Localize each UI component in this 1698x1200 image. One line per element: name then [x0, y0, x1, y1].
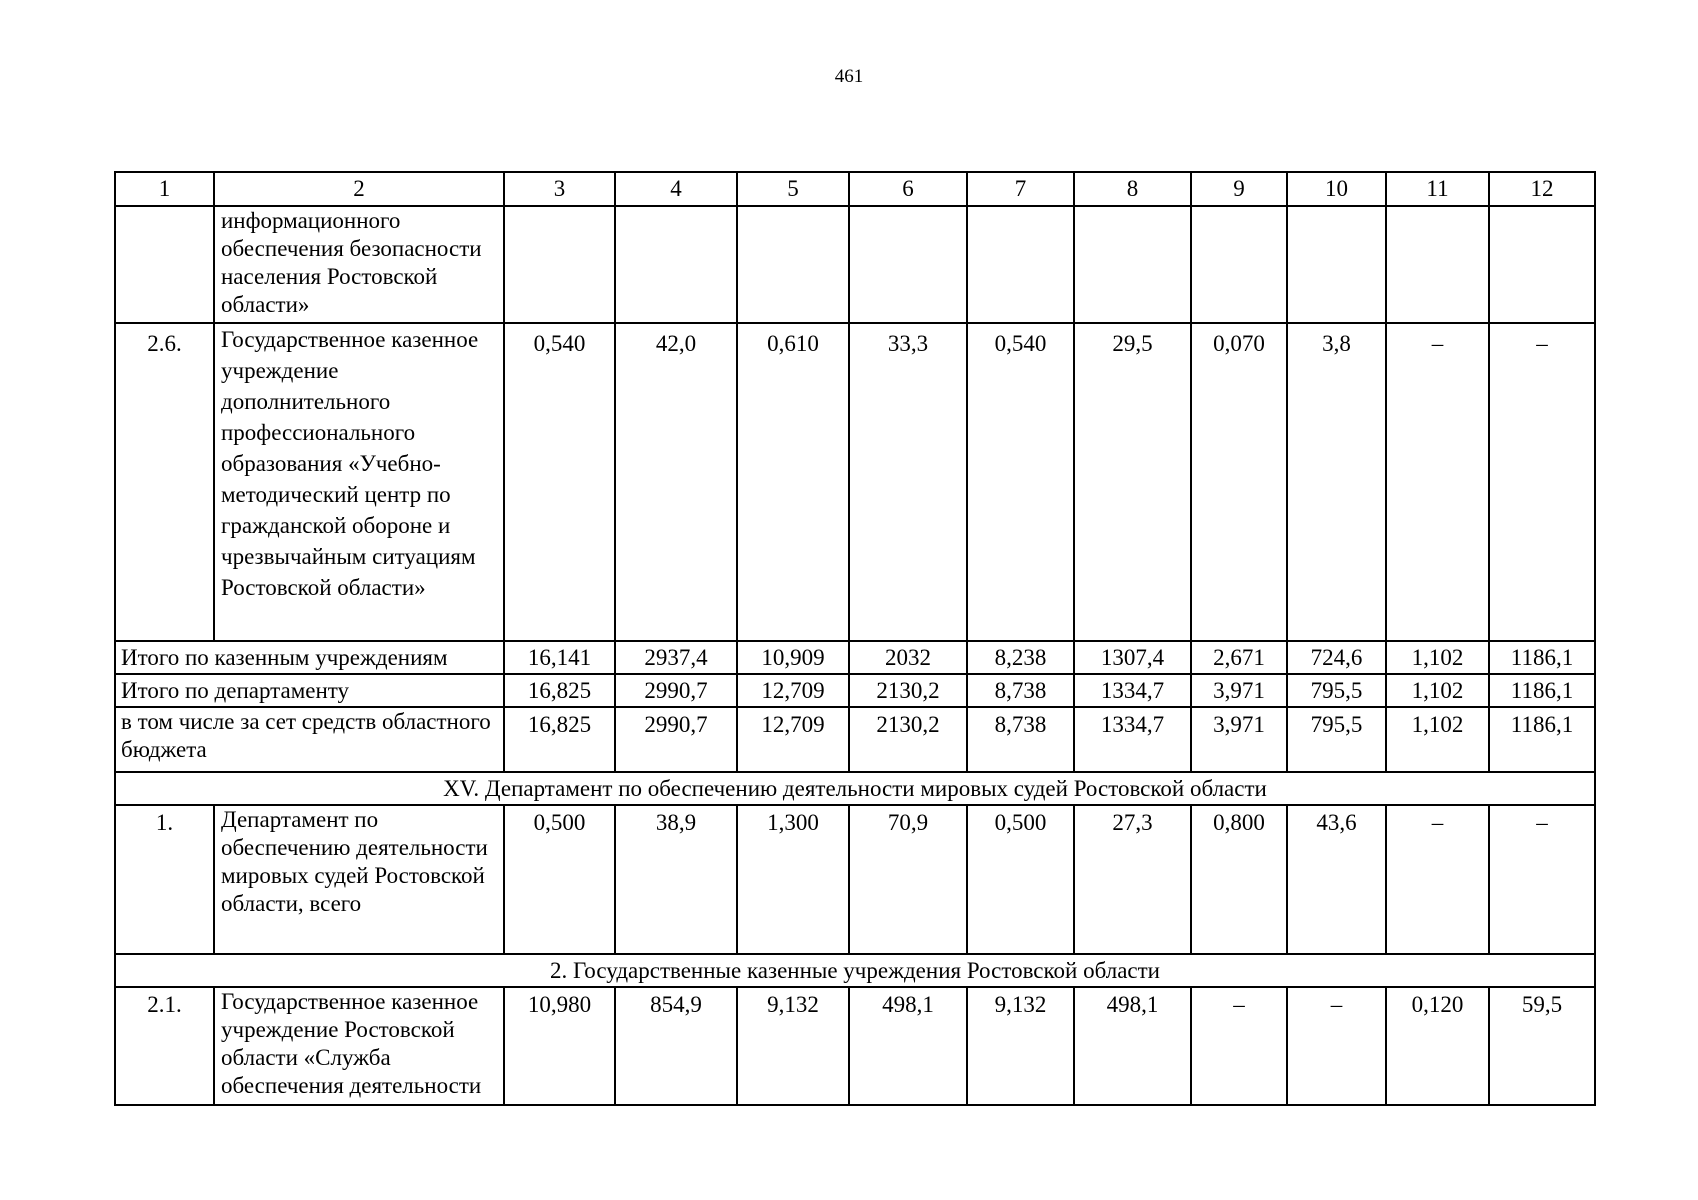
row-name-cell: Государственное казенное учреждение дополнительного профессионального образования «Учебно-методический центр по гражданской обороне и чрезвычайным ситуациям Ростовской области»: [214, 323, 504, 641]
value-cell: 1334,7: [1074, 707, 1191, 772]
value-cell: 795,5: [1287, 674, 1386, 707]
value-cell: 2032: [849, 641, 967, 674]
value-cell: 1186,1: [1489, 674, 1595, 707]
value-cell: 27,3: [1074, 805, 1191, 954]
value-cell: [967, 206, 1074, 323]
column-header: 7: [967, 172, 1074, 206]
section-row-2: [115, 954, 1595, 987]
value-cell: 1334,7: [1074, 674, 1191, 707]
value-cell: 498,1: [1074, 987, 1191, 1105]
total-label-cell: Итого по казенным учреждениям: [115, 641, 504, 674]
value-cell: 2990,7: [615, 674, 737, 707]
value-cell: [1074, 206, 1191, 323]
section-title: XV. Департамент по обеспечению деятельности мировых судей Ростовской области: [115, 772, 1595, 805]
value-cell: 70,9: [849, 805, 967, 954]
value-cell: 0,540: [967, 323, 1074, 641]
value-cell: 0,500: [967, 805, 1074, 954]
total-label-cell: Итого по департаменту: [115, 674, 504, 707]
row-name-cell: Департамент по обеспечению деятельности мировых судей Ростовской области, всего: [214, 805, 504, 954]
value-cell: 8,738: [967, 674, 1074, 707]
value-cell: 2130,2: [849, 674, 967, 707]
value-cell: 1,102: [1386, 707, 1489, 772]
value-cell: 1307,4: [1074, 641, 1191, 674]
section-title: 2. Государственные казенные учреждения Ростовской области: [115, 954, 1595, 987]
column-header: 4: [615, 172, 737, 206]
value-cell: 0,800: [1191, 805, 1287, 954]
table-row-total-regional-budget: [115, 707, 1595, 772]
table-row-total-institutions: [115, 641, 1595, 674]
value-cell: –: [1287, 987, 1386, 1105]
column-header: 2: [214, 172, 504, 206]
value-cell: 12,709: [737, 707, 849, 772]
total-label-cell: в том числе за сет средств областного бюджета: [115, 707, 504, 772]
value-cell: 1,102: [1386, 641, 1489, 674]
value-cell: 0,500: [504, 805, 615, 954]
column-header: 5: [737, 172, 849, 206]
row-name-cell: информационного обеспечения безопасности населения Ростовской области»: [214, 206, 504, 323]
section-row-xv: [115, 772, 1595, 805]
value-cell: –: [1489, 323, 1595, 641]
value-cell: 38,9: [615, 805, 737, 954]
column-header: 11: [1386, 172, 1489, 206]
column-header: 9: [1191, 172, 1287, 206]
value-cell: 29,5: [1074, 323, 1191, 641]
value-cell: 3,8: [1287, 323, 1386, 641]
value-cell: –: [1386, 805, 1489, 954]
column-header-row: [115, 172, 1595, 206]
row-number-cell: [115, 206, 214, 323]
column-header: 6: [849, 172, 967, 206]
value-cell: 1,300: [737, 805, 849, 954]
value-cell: 3,971: [1191, 674, 1287, 707]
value-cell: –: [1191, 987, 1287, 1105]
table-row-2-6: [115, 323, 1595, 641]
value-cell: 8,738: [967, 707, 1074, 772]
value-cell: 8,238: [967, 641, 1074, 674]
value-cell: 3,971: [1191, 707, 1287, 772]
column-header: 3: [504, 172, 615, 206]
table-row-total-department: [115, 674, 1595, 707]
table-row-1: [115, 805, 1595, 954]
value-cell: 16,825: [504, 707, 615, 772]
value-cell: 1186,1: [1489, 707, 1595, 772]
row-number-cell: 2.1.: [115, 987, 214, 1105]
column-header: 10: [1287, 172, 1386, 206]
value-cell: 42,0: [615, 323, 737, 641]
value-cell: 16,141: [504, 641, 615, 674]
value-cell: [1191, 206, 1287, 323]
value-cell: [1287, 206, 1386, 323]
column-header: 1: [115, 172, 214, 206]
value-cell: 0,070: [1191, 323, 1287, 641]
row-number-cell: 1.: [115, 805, 214, 954]
value-cell: 2130,2: [849, 707, 967, 772]
row-number-cell: 2.6.: [115, 323, 214, 641]
value-cell: [1386, 206, 1489, 323]
value-cell: [849, 206, 967, 323]
value-cell: 854,9: [615, 987, 737, 1105]
value-cell: 10,980: [504, 987, 615, 1105]
column-header: 8: [1074, 172, 1191, 206]
table-row-2-1: [115, 987, 1595, 1105]
value-cell: 0,610: [737, 323, 849, 641]
value-cell: 10,909: [737, 641, 849, 674]
budget-table: [114, 171, 1596, 1106]
value-cell: 0,540: [504, 323, 615, 641]
value-cell: 1,102: [1386, 674, 1489, 707]
row-name-cell: Государственное казенное учреждение Ростовской области «Служба обеспечения деятельности: [214, 987, 504, 1105]
value-cell: 9,132: [737, 987, 849, 1105]
value-cell: 2,671: [1191, 641, 1287, 674]
value-cell: [1489, 206, 1595, 323]
value-cell: 43,6: [1287, 805, 1386, 954]
table-row-continuation: [115, 206, 1595, 323]
value-cell: [737, 206, 849, 323]
value-cell: 33,3: [849, 323, 967, 641]
value-cell: [615, 206, 737, 323]
column-header: 12: [1489, 172, 1595, 206]
value-cell: 795,5: [1287, 707, 1386, 772]
value-cell: [504, 206, 615, 323]
value-cell: 16,825: [504, 674, 615, 707]
value-cell: 724,6: [1287, 641, 1386, 674]
value-cell: 2937,4: [615, 641, 737, 674]
value-cell: 1186,1: [1489, 641, 1595, 674]
value-cell: 498,1: [849, 987, 967, 1105]
value-cell: 2990,7: [615, 707, 737, 772]
value-cell: 9,132: [967, 987, 1074, 1105]
value-cell: –: [1489, 805, 1595, 954]
page-number: 461: [834, 66, 864, 87]
value-cell: 12,709: [737, 674, 849, 707]
value-cell: 0,120: [1386, 987, 1489, 1105]
value-cell: –: [1386, 323, 1489, 641]
value-cell: 59,5: [1489, 987, 1595, 1105]
